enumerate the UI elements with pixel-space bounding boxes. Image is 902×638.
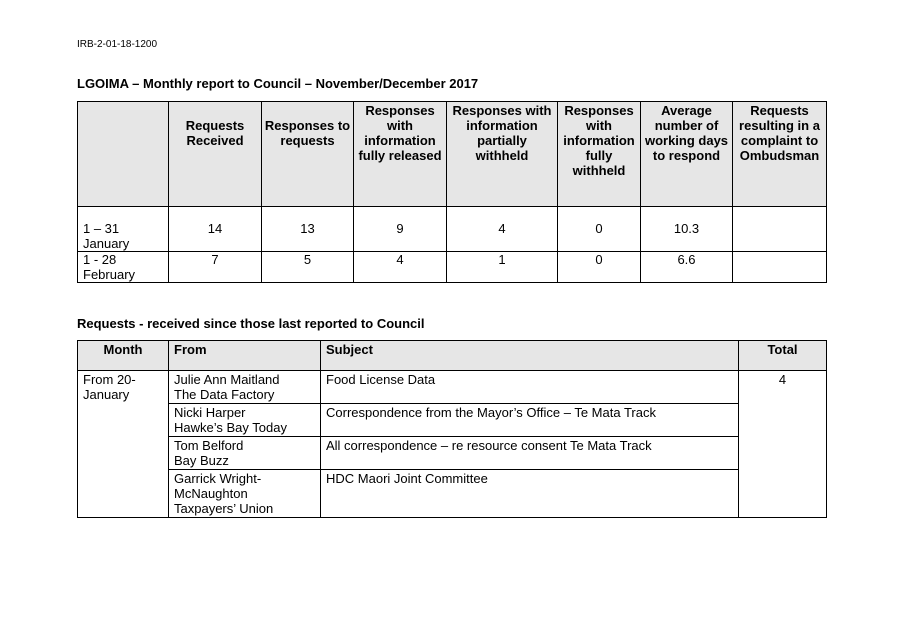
total-cell: 4 (739, 371, 827, 518)
month-cell: From 20-January (78, 371, 169, 518)
requester-organisation: Hawke’s Bay Today (174, 420, 287, 435)
fully-released-cell: 9 (354, 207, 447, 252)
from-cell (169, 404, 321, 437)
month-cell: 1 – 31 January (78, 207, 169, 252)
requests-table (77, 340, 827, 518)
column-header: Total (739, 341, 827, 371)
requester-organisation: Bay Buzz (174, 453, 229, 468)
lgoima-summary-table (77, 101, 827, 283)
ombudsman-cell (733, 252, 827, 283)
column-header: Responses to requests (262, 102, 354, 207)
requester-name: Tom Belford (174, 438, 244, 453)
table-row (78, 470, 827, 518)
document-reference: IRB-2-01-18-1200 (77, 39, 158, 50)
fully-released-cell: 4 (354, 252, 447, 283)
received-cell: 14 (169, 207, 262, 252)
table-header-row (78, 102, 827, 207)
month-cell: 1 - 28 February (78, 252, 169, 283)
responses-cell: 5 (262, 252, 354, 283)
table-header-row (78, 341, 827, 371)
partially-withheld-cell: 4 (447, 207, 558, 252)
received-cell: 7 (169, 252, 262, 283)
responses-cell: 13 (262, 207, 354, 252)
column-header (78, 102, 169, 207)
from-cell (169, 437, 321, 470)
subject-cell: HDC Maori Joint Committee (321, 470, 739, 518)
average-days-cell: 10.3 (641, 207, 733, 252)
column-header: Responses with information partially withheld (447, 102, 558, 207)
partially-withheld-cell: 1 (447, 252, 558, 283)
average-days-cell: 6.6 (641, 252, 733, 283)
table-row (78, 404, 827, 437)
column-header: Average number of working days to respond (641, 102, 733, 207)
requests-heading: Requests - received since those last reported to Council (77, 316, 425, 331)
table-row (78, 437, 827, 470)
requester-name: Julie Ann Maitland (174, 372, 280, 387)
table-row (78, 207, 827, 252)
requester-name: Garrick Wright-McNaughton (174, 471, 262, 501)
fully-withheld-cell: 0 (558, 252, 641, 283)
fully-withheld-cell: 0 (558, 207, 641, 252)
column-header: Month (78, 341, 169, 371)
column-header: Subject (321, 341, 739, 371)
column-header: Requests Received (169, 102, 262, 207)
subject-cell: Food License Data (321, 371, 739, 404)
requester-organisation: The Data Factory (174, 387, 275, 402)
requester-organisation: Taxpayers’ Union (174, 501, 274, 516)
subject-cell: Correspondence from the Mayor’s Office – Te Mata Track (321, 404, 739, 437)
ombudsman-cell (733, 207, 827, 252)
column-header: Responses with information fully withheld (558, 102, 641, 207)
column-header: Requests resulting in a complaint to Ombudsman (733, 102, 827, 207)
subject-cell: All correspondence – re resource consent Te Mata Track (321, 437, 739, 470)
from-cell (169, 470, 321, 518)
report-heading: LGOIMA – Monthly report to Council – November/December 2017 (77, 76, 479, 91)
requester-name: Nicki Harper (174, 405, 246, 420)
column-header: Responses with information fully released (354, 102, 447, 207)
from-cell (169, 371, 321, 404)
column-header: From (169, 341, 321, 371)
table-row (78, 371, 827, 404)
table-row (78, 252, 827, 283)
